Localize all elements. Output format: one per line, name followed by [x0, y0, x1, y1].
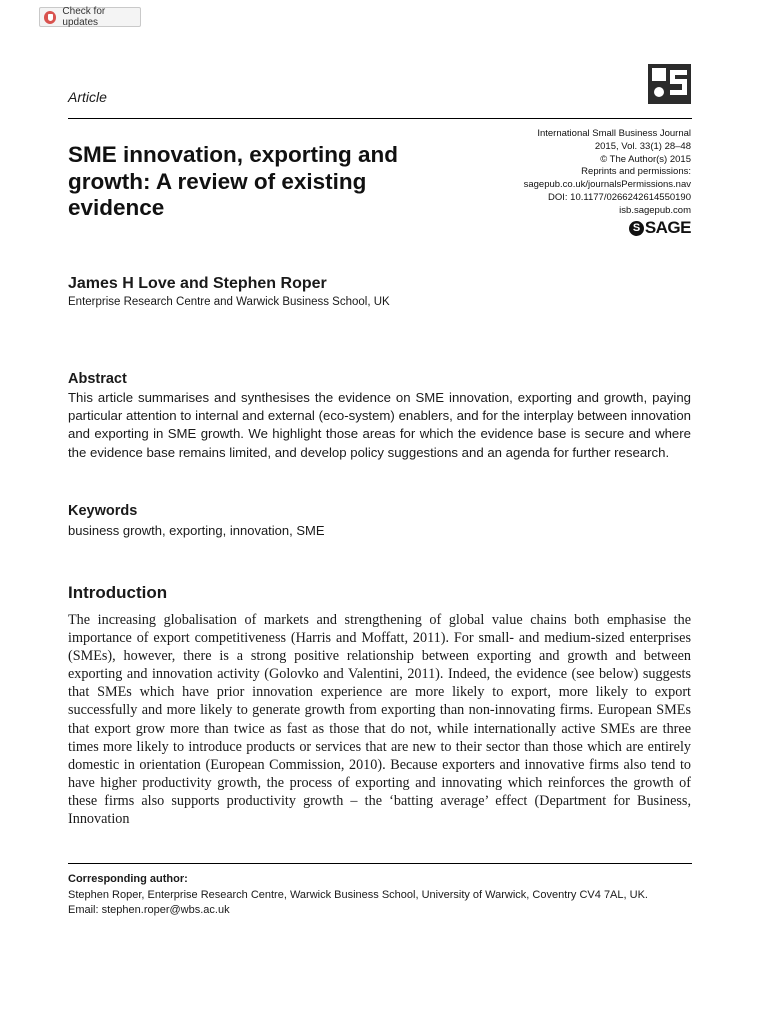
sage-s-icon: S	[629, 221, 644, 236]
permissions-link[interactable]: sagepub.co.uk/journalsPermissions.nav	[523, 179, 691, 191]
check-for-updates-label: Check for updates	[62, 6, 106, 28]
affiliation: Enterprise Research Centre and Warwick Business School, UK	[68, 296, 390, 308]
corresponding-author-heading: Corresponding author:	[68, 873, 188, 885]
bookmark-icon	[44, 11, 56, 24]
journal-metadata	[430, 128, 691, 218]
journal-url[interactable]: isb.sagepub.com	[619, 204, 691, 216]
journal-logo-icon	[648, 64, 691, 104]
article-type-label: Article	[68, 89, 107, 105]
paper-title: SME innovation, exporting and growth: A review of existing evidence	[68, 142, 399, 220]
corresponding-author-email[interactable]: Email: stephen.roper@wbs.ac.uk	[68, 903, 230, 916]
abstract-heading: Abstract	[68, 371, 127, 387]
journal-volume: 2015, Vol. 33(1) 28–48	[594, 140, 691, 152]
reprints-label: Reprints and permissions:	[581, 166, 691, 178]
check-for-updates-button[interactable]	[39, 7, 141, 27]
publisher-logo	[600, 218, 691, 238]
corresponding-author-address: Stephen Roper, Enterprise Research Centre, Warwick Business School, University of Warwick, Coventry CV4 7AL, UK.	[68, 889, 648, 901]
keywords-text: business growth, exporting, innovation, SME	[68, 523, 325, 538]
introduction-heading: Introduction	[68, 583, 168, 602]
abstract-text: This article summarises and synthesises the evidence on SME innovation, exporting and growth, paying particular attention to internal and external (eco-system) enablers, and for the interplay between innovation and exporting in SME growth. We highlight those areas for which the evidence base is secure and where the evidence base remains limited, and develop policy suggestions and an agenda for further research.	[68, 390, 691, 460]
introduction-text: The increasing globalisation of markets and strengthening of global value chains both emphasise the importance of export competitiveness (Harris and Moffatt, 2011). For small- and medium-sized enterprises (SMEs), however, there is a strong positive relationship between exporting and growth and between exporting and innovation activity (Golovko and Valentini, 2011). Indeed, the evidence (see below) suggests that SMEs which have prior innovation experience are more likely to export, more likely to export successfully and more likely to generate growth from exporting than non-innovating firms. European SMEs that export grow more than twice as fast as those that do not, while internationally active SMEs are three times more likely to introduce products or services that are new to their sector than those which are entirely domestic in orientation (European Commission, 2010). Because exporters and innovative firms also tend to have higher productivity growth, the process of exporting and innovating which reinforces the growth of these firms also supports productivity growth – the ‘batting average’ effect (Department for Business, Innovation	[68, 612, 691, 828]
footnote-divider	[68, 863, 692, 864]
publisher-name: SAGE	[644, 218, 691, 237]
copyright: © The Author(s) 2015	[600, 153, 691, 165]
header-divider	[68, 118, 692, 119]
corresponding-author-details	[68, 888, 688, 917]
journal-name: International Small Business Journal	[537, 128, 691, 139]
doi[interactable]: DOI: 10.1177/0266242614550190	[548, 191, 691, 203]
authors: James H Love and Stephen Roper	[68, 275, 327, 292]
keywords-heading: Keywords	[68, 503, 138, 519]
